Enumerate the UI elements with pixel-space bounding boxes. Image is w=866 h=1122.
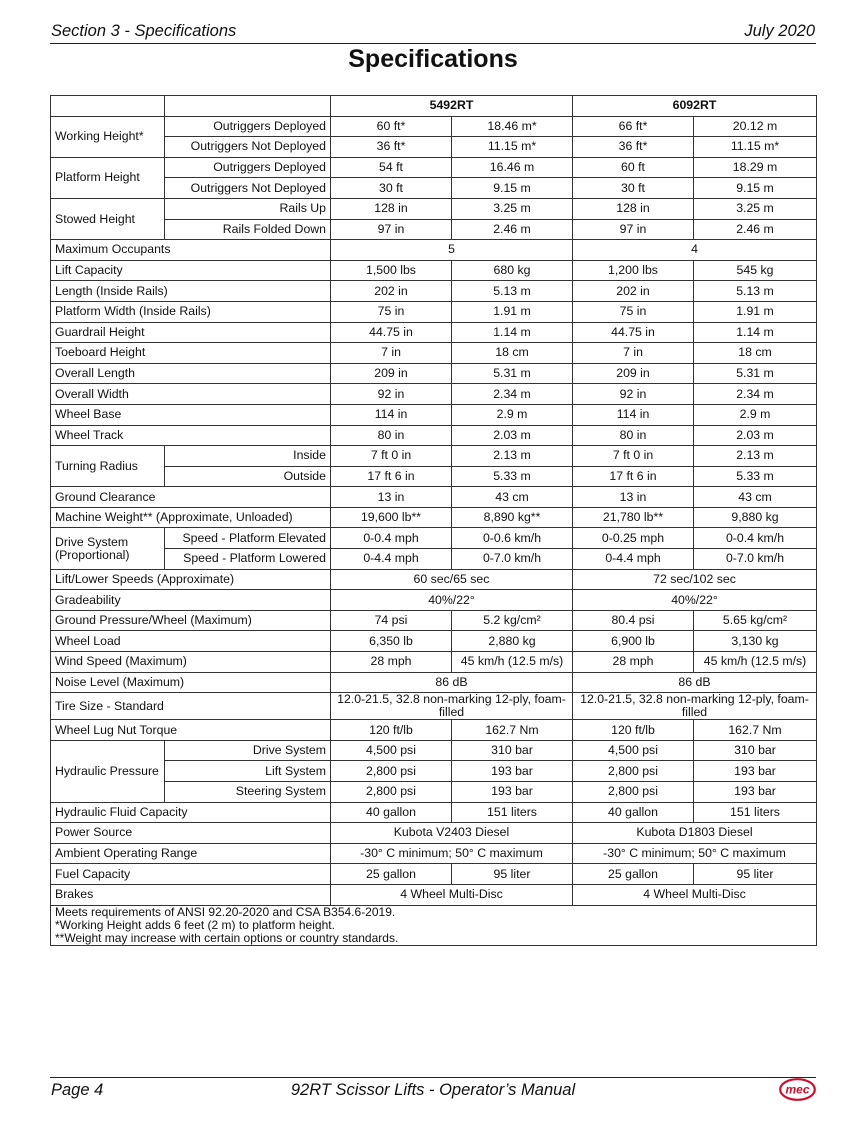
value-cell: 30 ft xyxy=(331,178,452,199)
value-cell: 20.12 m xyxy=(694,116,817,137)
value-cell: 12.0-21.5, 32.8 non-marking 12-ply, foam-filled xyxy=(331,693,573,720)
value-cell: 2.46 m xyxy=(452,219,573,240)
value-cell: 2.46 m xyxy=(694,219,817,240)
value-cell: 18.46 m* xyxy=(452,116,573,137)
value-cell: 2.03 m xyxy=(452,425,573,446)
value-cell: 0-4.4 mph xyxy=(331,549,452,570)
value-cell: 95 liter xyxy=(452,864,573,885)
value-cell: 72 sec/102 sec xyxy=(573,569,817,590)
sub-label: Outriggers Deployed xyxy=(165,157,331,178)
value-cell: 193 bar xyxy=(452,782,573,803)
value-cell: 4,500 psi xyxy=(573,740,694,761)
table-row xyxy=(51,864,817,885)
value-cell: 11.15 m* xyxy=(452,137,573,158)
value-cell: 92 in xyxy=(573,384,694,405)
table-row xyxy=(51,384,817,405)
header-blank-cell xyxy=(165,96,331,117)
row-label: Ground Clearance xyxy=(51,487,331,508)
table-row xyxy=(51,343,817,364)
row-label: Length (Inside Rails) xyxy=(51,281,331,302)
value-cell: 95 liter xyxy=(694,864,817,885)
table-notes xyxy=(51,905,817,945)
value-cell: 4 Wheel Multi-Disc xyxy=(331,884,573,905)
value-cell: 209 in xyxy=(331,363,452,384)
value-cell: 21,780 lb** xyxy=(573,507,694,528)
value-cell: 25 gallon xyxy=(573,864,694,885)
value-cell: 120 ft/lb xyxy=(331,720,452,741)
value-cell: 66 ft* xyxy=(573,116,694,137)
value-cell: 54 ft xyxy=(331,157,452,178)
value-cell: 18 cm xyxy=(694,343,817,364)
value-cell: 0-0.6 km/h xyxy=(452,528,573,549)
value-cell: 60 ft* xyxy=(331,116,452,137)
row-label: Wheel Lug Nut Torque xyxy=(51,720,331,741)
row-label: Machine Weight** (Approximate, Unloaded) xyxy=(51,507,331,528)
value-cell: 97 in xyxy=(331,219,452,240)
value-cell: 17 ft 6 in xyxy=(331,466,452,487)
value-cell: 1,200 lbs xyxy=(573,260,694,281)
value-cell: 19,600 lb** xyxy=(331,507,452,528)
row-label: Overall Width xyxy=(51,384,331,405)
value-cell: 120 ft/lb xyxy=(573,720,694,741)
row-label: Overall Length xyxy=(51,363,331,384)
table-row xyxy=(51,281,817,302)
table-row xyxy=(51,652,817,673)
table-row xyxy=(51,528,817,549)
value-cell: 0-7.0 km/h xyxy=(694,549,817,570)
value-cell: 44.75 in xyxy=(331,322,452,343)
value-cell: 545 kg xyxy=(694,260,817,281)
table-row xyxy=(51,446,817,467)
value-cell: 2,800 psi xyxy=(331,761,452,782)
table-row xyxy=(51,693,817,720)
table-row xyxy=(51,549,817,570)
sub-label: Outside xyxy=(165,466,331,487)
table-row xyxy=(51,802,817,823)
value-cell: 40 gallon xyxy=(331,802,452,823)
row-label: Guardrail Height xyxy=(51,322,331,343)
sub-label: Rails Folded Down xyxy=(165,219,331,240)
value-cell: 4 Wheel Multi-Disc xyxy=(573,884,817,905)
value-cell: 16.46 m xyxy=(452,157,573,178)
value-cell: 114 in xyxy=(331,404,452,425)
value-cell: 2,800 psi xyxy=(573,782,694,803)
row-label: Lift/Lower Speeds (Approximate) xyxy=(51,569,331,590)
value-cell: 1.91 m xyxy=(452,301,573,322)
value-cell: 2.9 m xyxy=(452,404,573,425)
value-cell: 86 dB xyxy=(331,672,573,693)
value-cell: 18 cm xyxy=(452,343,573,364)
table-row xyxy=(51,672,817,693)
value-cell: 0-0.4 km/h xyxy=(694,528,817,549)
value-cell: 13 in xyxy=(331,487,452,508)
value-cell: 0-7.0 km/h xyxy=(452,549,573,570)
notes-row xyxy=(51,905,817,945)
value-cell: 11.15 m* xyxy=(694,137,817,158)
value-cell: 9,880 kg xyxy=(694,507,817,528)
row-label: Ground Pressure/Wheel (Maximum) xyxy=(51,610,331,631)
value-cell: 193 bar xyxy=(694,782,817,803)
value-cell: 151 liters xyxy=(694,802,817,823)
table-row xyxy=(51,823,817,844)
value-cell: 2.13 m xyxy=(694,446,817,467)
header-blank-cell xyxy=(51,96,165,117)
weight-note: **Weight may increase with certain options or country standards. xyxy=(55,930,399,945)
value-cell: 28 mph xyxy=(331,652,452,673)
manual-title: 92RT Scissor Lifts - Operator’s Manual xyxy=(290,1081,576,1099)
table-row xyxy=(51,240,817,261)
row-label: Wheel Base xyxy=(51,404,331,425)
value-cell: 3,130 kg xyxy=(694,631,817,652)
group-label: Stowed Height xyxy=(51,198,165,239)
row-label: Power Source xyxy=(51,823,331,844)
value-cell: 25 gallon xyxy=(331,864,452,885)
value-cell: 6,350 lb xyxy=(331,631,452,652)
value-cell: 1.91 m xyxy=(694,301,817,322)
value-cell: 17 ft 6 in xyxy=(573,466,694,487)
value-cell: 2.34 m xyxy=(452,384,573,405)
value-cell: 30 ft xyxy=(573,178,694,199)
sub-label: Speed - Platform Lowered xyxy=(165,549,331,570)
value-cell: 193 bar xyxy=(452,761,573,782)
table-row xyxy=(51,884,817,905)
sub-label: Speed - Platform Elevated xyxy=(165,528,331,549)
row-label: Lift Capacity xyxy=(51,260,331,281)
value-cell: Kubota V2403 Diesel xyxy=(331,823,573,844)
value-cell: 162.7 Nm xyxy=(452,720,573,741)
table-row xyxy=(51,782,817,803)
value-cell: 8,890 kg** xyxy=(452,507,573,528)
value-cell: 60 ft xyxy=(573,157,694,178)
value-cell: 7 ft 0 in xyxy=(573,446,694,467)
value-cell: 4,500 psi xyxy=(331,740,452,761)
value-cell: -30° C minimum; 50° C maximum xyxy=(573,843,817,864)
value-cell: 12.0-21.5, 32.8 non-marking 12-ply, foam-filled xyxy=(573,693,817,720)
page-number: Page 4 xyxy=(51,1081,104,1099)
value-cell: 86 dB xyxy=(573,672,817,693)
value-cell: 45 km/h (12.5 m/s) xyxy=(694,652,817,673)
group-label: Drive System (Proportional) xyxy=(51,528,165,569)
table-row xyxy=(51,610,817,631)
value-cell: 162.7 Nm xyxy=(694,720,817,741)
value-cell: 5.31 m xyxy=(452,363,573,384)
row-label: Hydraulic Fluid Capacity xyxy=(51,802,331,823)
row-label: Wheel Track xyxy=(51,425,331,446)
table-row xyxy=(51,404,817,425)
value-cell: 7 ft 0 in xyxy=(331,446,452,467)
value-cell: 80.4 psi xyxy=(573,610,694,631)
value-cell: 209 in xyxy=(573,363,694,384)
value-cell: 43 cm xyxy=(452,487,573,508)
sub-label: Drive System xyxy=(165,740,331,761)
sub-label: Steering System xyxy=(165,782,331,803)
table-row xyxy=(51,720,817,741)
table-row xyxy=(51,260,817,281)
group-label: Working Height* xyxy=(51,116,165,157)
footer-rule xyxy=(50,1077,816,1078)
row-label: Noise Level (Maximum) xyxy=(51,672,331,693)
header-date: July 2020 xyxy=(744,22,815,40)
value-cell: 5.31 m xyxy=(694,363,817,384)
table-row xyxy=(51,322,817,343)
value-cell: 1,500 lbs xyxy=(331,260,452,281)
table-row xyxy=(51,219,817,240)
value-cell: 60 sec/65 sec xyxy=(331,569,573,590)
sub-label: Inside xyxy=(165,446,331,467)
row-label: Brakes xyxy=(51,884,331,905)
value-cell: 18.29 m xyxy=(694,157,817,178)
group-label: Platform Height xyxy=(51,157,165,198)
value-cell: 43 cm xyxy=(694,487,817,508)
row-label: Gradeability xyxy=(51,590,331,611)
value-cell: 80 in xyxy=(331,425,452,446)
row-label: Wind Speed (Maximum) xyxy=(51,652,331,673)
value-cell: 5.13 m xyxy=(694,281,817,302)
table-row xyxy=(51,843,817,864)
value-cell: -30° C minimum; 50° C maximum xyxy=(331,843,573,864)
compliance-note: Meets requirements of ANSI 92.20-2020 and CSA B354.6-2019. xyxy=(55,904,396,919)
value-cell: 2,800 psi xyxy=(331,782,452,803)
value-cell: Kubota D1803 Diesel xyxy=(573,823,817,844)
specifications-table xyxy=(50,95,817,946)
logo-text: mec xyxy=(785,1082,810,1097)
value-cell: 28 mph xyxy=(573,652,694,673)
value-cell: 128 in xyxy=(331,198,452,219)
value-cell: 36 ft* xyxy=(573,137,694,158)
value-cell: 13 in xyxy=(573,487,694,508)
sub-label: Rails Up xyxy=(165,198,331,219)
value-cell: 0-0.25 mph xyxy=(573,528,694,549)
table-row xyxy=(51,116,817,137)
table-row xyxy=(51,301,817,322)
value-cell: 80 in xyxy=(573,425,694,446)
sub-label: Lift System xyxy=(165,761,331,782)
page-title: Specifications xyxy=(348,45,518,73)
value-cell: 5.13 m xyxy=(452,281,573,302)
table-row xyxy=(51,466,817,487)
table-header-row xyxy=(51,96,817,117)
table-row xyxy=(51,569,817,590)
value-cell: 2.13 m xyxy=(452,446,573,467)
value-cell: 40%/22° xyxy=(573,590,817,611)
table-row xyxy=(51,363,817,384)
value-cell: 74 psi xyxy=(331,610,452,631)
value-cell: 202 in xyxy=(331,281,452,302)
table-row xyxy=(51,137,817,158)
value-cell: 128 in xyxy=(573,198,694,219)
value-cell: 114 in xyxy=(573,404,694,425)
table-row xyxy=(51,740,817,761)
value-cell: 2.34 m xyxy=(694,384,817,405)
header-rule xyxy=(50,43,816,44)
value-cell: 1.14 m xyxy=(452,322,573,343)
value-cell: 92 in xyxy=(331,384,452,405)
value-cell: 3.25 m xyxy=(694,198,817,219)
value-cell: 680 kg xyxy=(452,260,573,281)
table-row xyxy=(51,198,817,219)
value-cell: 75 in xyxy=(331,301,452,322)
value-cell: 202 in xyxy=(573,281,694,302)
group-label: Hydraulic Pressure xyxy=(51,740,165,802)
table-row xyxy=(51,507,817,528)
table-row xyxy=(51,487,817,508)
row-label: Platform Width (Inside Rails) xyxy=(51,301,331,322)
working-height-note: *Working Height adds 6 feet (2 m) to platform height. xyxy=(55,917,335,932)
value-cell: 40%/22° xyxy=(331,590,573,611)
row-label: Fuel Capacity xyxy=(51,864,331,885)
value-cell: 2,880 kg xyxy=(452,631,573,652)
value-cell: 193 bar xyxy=(694,761,817,782)
value-cell: 36 ft* xyxy=(331,137,452,158)
table-row xyxy=(51,157,817,178)
value-cell: 75 in xyxy=(573,301,694,322)
sub-label: Outriggers Not Deployed xyxy=(165,137,331,158)
value-cell: 9.15 m xyxy=(452,178,573,199)
value-cell: 0-0.4 mph xyxy=(331,528,452,549)
value-cell: 44.75 in xyxy=(573,322,694,343)
value-cell: 3.25 m xyxy=(452,198,573,219)
value-cell: 310 bar xyxy=(452,740,573,761)
sub-label: Outriggers Not Deployed xyxy=(165,178,331,199)
value-cell: 5.2 kg/cm² xyxy=(452,610,573,631)
value-cell: 40 gallon xyxy=(573,802,694,823)
value-cell: 7 in xyxy=(573,343,694,364)
table-row xyxy=(51,590,817,611)
table-row xyxy=(51,178,817,199)
row-label: Toeboard Height xyxy=(51,343,331,364)
section-header: Section 3 - Specifications xyxy=(51,22,237,40)
value-cell: 2.03 m xyxy=(694,425,817,446)
value-cell: 7 in xyxy=(331,343,452,364)
value-cell: 2,800 psi xyxy=(573,761,694,782)
value-cell: 310 bar xyxy=(694,740,817,761)
value-cell: 97 in xyxy=(573,219,694,240)
row-label: Tire Size - Standard xyxy=(51,693,331,720)
value-cell: 0-4.4 mph xyxy=(573,549,694,570)
value-cell: 5.65 kg/cm² xyxy=(694,610,817,631)
value-cell: 1.14 m xyxy=(694,322,817,343)
row-label: Maximum Occupants xyxy=(51,240,331,261)
value-cell: 4 xyxy=(573,240,817,261)
value-cell: 5.33 m xyxy=(452,466,573,487)
row-label: Ambient Operating Range xyxy=(51,843,331,864)
sub-label: Outriggers Deployed xyxy=(165,116,331,137)
value-cell: 2.9 m xyxy=(694,404,817,425)
value-cell: 45 km/h (12.5 m/s) xyxy=(452,652,573,673)
model-6092rt-header: 6092RT xyxy=(573,96,817,117)
row-label: Wheel Load xyxy=(51,631,331,652)
table-row xyxy=(51,631,817,652)
value-cell: 6,900 lb xyxy=(573,631,694,652)
value-cell: 9.15 m xyxy=(694,178,817,199)
value-cell: 5 xyxy=(331,240,573,261)
model-5492rt-header: 5492RT xyxy=(331,96,573,117)
table-row xyxy=(51,761,817,782)
value-cell: 151 liters xyxy=(452,802,573,823)
value-cell: 5.33 m xyxy=(694,466,817,487)
table-row xyxy=(51,425,817,446)
mec-logo-icon xyxy=(779,1078,816,1101)
group-label: Turning Radius xyxy=(51,446,165,487)
